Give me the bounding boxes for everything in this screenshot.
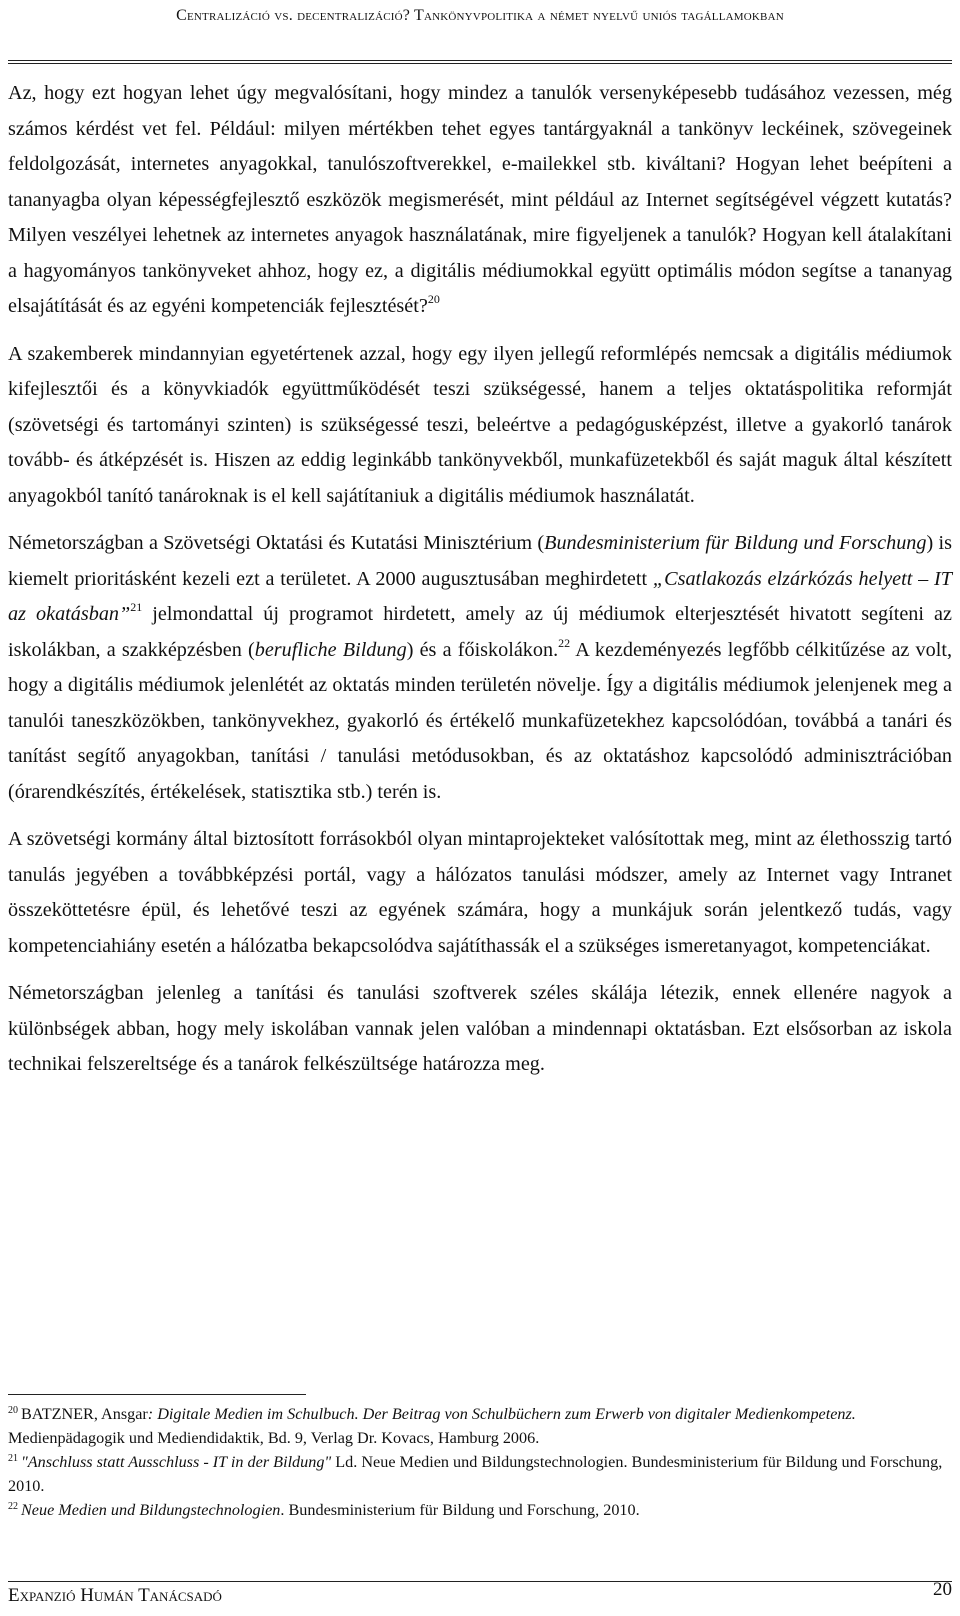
page-number: 20 (933, 1579, 952, 1600)
running-header-title: Centralizáció vs. decentralizáció? Tankönyvpolitika a német nyelvű uniós tagállamokban (176, 7, 784, 24)
footnote-separator (8, 1394, 306, 1395)
running-header (8, 4, 952, 28)
footnote-ref-21: 21 (130, 600, 143, 614)
footnote-22-number: 22 (8, 1501, 18, 1512)
footnote-22 (8, 1498, 952, 1522)
footnote-20-publisher: Medienpädagogik und Mediendidaktik, Bd. 9, Verlag Dr. Kovacs, Hamburg 2006. (8, 1429, 540, 1447)
footnote-ref-20: 20 (427, 292, 440, 306)
paragraph-3-part-c: ) is kiemelt prioritásként kezeli ezt a területet. A 2000 augusztusában meghirdetett (8, 532, 952, 590)
header-rule (8, 60, 952, 61)
footnote-21-source: Ld. Neue Medien und Bildungstechnologien. Bundesministerium für Bildung und Forschung, 2010. (8, 1453, 943, 1495)
footnote-22-title: Neue Medien und Bildungstechnologien (21, 1501, 281, 1519)
paragraph-2: A szakemberek mindannyian egyetértenek azzal, hogy egy ilyen jellegű reformlépés nemcsak a digitális médiumok kifejlesztői és a könyvkiadók együttműködését teszi szükségessé, hanem a teljes oktatáspolitika reformját (szövetségi és tartományi szinten) is szükségessé teszi, beleértve a pedagógusképzést, illetve a gyakorló tanárok tovább- és átképzését is. Hiszen az eddig leginkább tankönyvekből, munkafüzetekből és saját maguk által készített anyagokból tanító tanároknak is el kell sajátítaniuk a digitális médiumok használatát. (8, 342, 952, 507)
paragraph-3-part-e: jelmondattal új programot hirdetett, amely az új médiumok elterjesztését hivatott segíteni az iskolákban, a szakképzésben ( (8, 603, 952, 661)
header-rule-2 (8, 63, 952, 64)
footnote-21-number: 21 (8, 1453, 18, 1464)
footnotes (8, 1402, 952, 1522)
footnote-22-source: . Bundesministerium für Bildung und Forschung, 2010. (280, 1501, 640, 1519)
paragraph-5: Németországban jelenleg a tanítási és tanulási szoftverek széles skálája létezik, ennek ellenére nagyok a különbségek abban, hogy mely iskolában vannak jelen valóban a mindennapi oktatásban. Ezt elsősorban az iskola technikai felszereltsége és a tanárok felkészültsége határozza meg. (8, 982, 952, 1075)
footer-rule (8, 1581, 952, 1582)
paragraph-1 (8, 76, 952, 325)
paragraph-3 (8, 526, 952, 810)
main-text (8, 76, 952, 1095)
paragraph-3-part-g: ) és a főiskolákon. (406, 638, 559, 661)
footnote-20 (8, 1402, 952, 1450)
paragraph-3-ministry-name: Bundesministerium für Bildung und Forschung (544, 532, 927, 554)
footnote-20-author: BATZNER, Ansgar (21, 1405, 148, 1423)
footer-publisher: Expanzió Humán Tanácsadó (8, 1585, 222, 1606)
footnote-20-number: 20 (8, 1405, 18, 1416)
footnote-20-title: : Digitale Medien im Schulbuch. Der Beitrag von Schulbüchern zum Erwerb von digitaler Medienkompetenz. (147, 1405, 856, 1423)
footnote-21 (8, 1450, 952, 1498)
paragraph-3-part-h: A kezdeményezés legfőbb célkitűzése az volt, hogy a digitális médiumok jelenlétét az oktatás minden területén növelje. Így a digitális médiumok jelenjenek meg a tanulói taneszközökben, tankönyvekhez, gyakorló és értékelő munkafüzetekhez kapcsolódóan, továbbá a tanári és tanítást segítő anyagokban, tanítási / tanulási metódusokban, és az oktatáshoz kapcsolódó adminisztrációban (órarendkészítés, értékelések, statisztika stb.) terén is. (8, 638, 953, 803)
paragraph-3-slogan: „Csatlakozás elzárkózás helyett – IT az okatásban” (8, 567, 952, 625)
paragraph-3-part-a: Németországban a Szövetségi Oktatási és Kutatási Minisztérium ( (8, 532, 545, 554)
footnote-ref-22: 22 (558, 635, 571, 650)
paragraph-3-berufliche-bildung: berufliche Bildung (254, 638, 407, 661)
footnote-21-title: "Anschluss statt Ausschluss - IT in der Bildung" (21, 1453, 332, 1471)
paragraph-1-text: Az, hogy ezt hogyan lehet úgy megvalósítani, hogy mindez a tanulók versenyképesebb tudásához vezessen, még számos kérdést vet fel. Például: milyen mértékben tehet egyes tantárgyaknál a tankönyv leckéinek, szövegeinek feldolgozását, internetes anyagokkal, tanulószoftverekkel, e-mailekkel stb. kiváltani? Hogyan lehet beépíteni a tananyagba olyan képességfejlesztő eszközök megismerését, mint például az Internet segítségével végzett kutatás? Milyen veszélyei lehetnek az internetes anyagok használatának, mire figyeljenek a tanulók? Hogyan kell átalakítani a hagyományos tankönyveket ahhoz, hogy ez, a digitális médiumokkal együtt optimális módon segítse a tananyag elsajátítását és az egyéni kompetenciák fejlesztését? (8, 82, 952, 317)
paragraph-4: A szövetségi kormány által biztosított forrásokból olyan mintaprojekteket valósítottak meg, mint az élethosszig tartó tanulás jegyében a továbbképzési portál, vagy a hálózatos tanulási módszer, amely az Internet vagy Intranet összeköttetésre épül, és lehetővé teszi az egyének számára, hogy a munkájuk során jelentkező tudás, vagy kompetenciahiány esetén a hálózatba bekapcsolódva sajátíthassák el a szükséges ismeretanyagot, kompetenciákat. (8, 828, 952, 957)
